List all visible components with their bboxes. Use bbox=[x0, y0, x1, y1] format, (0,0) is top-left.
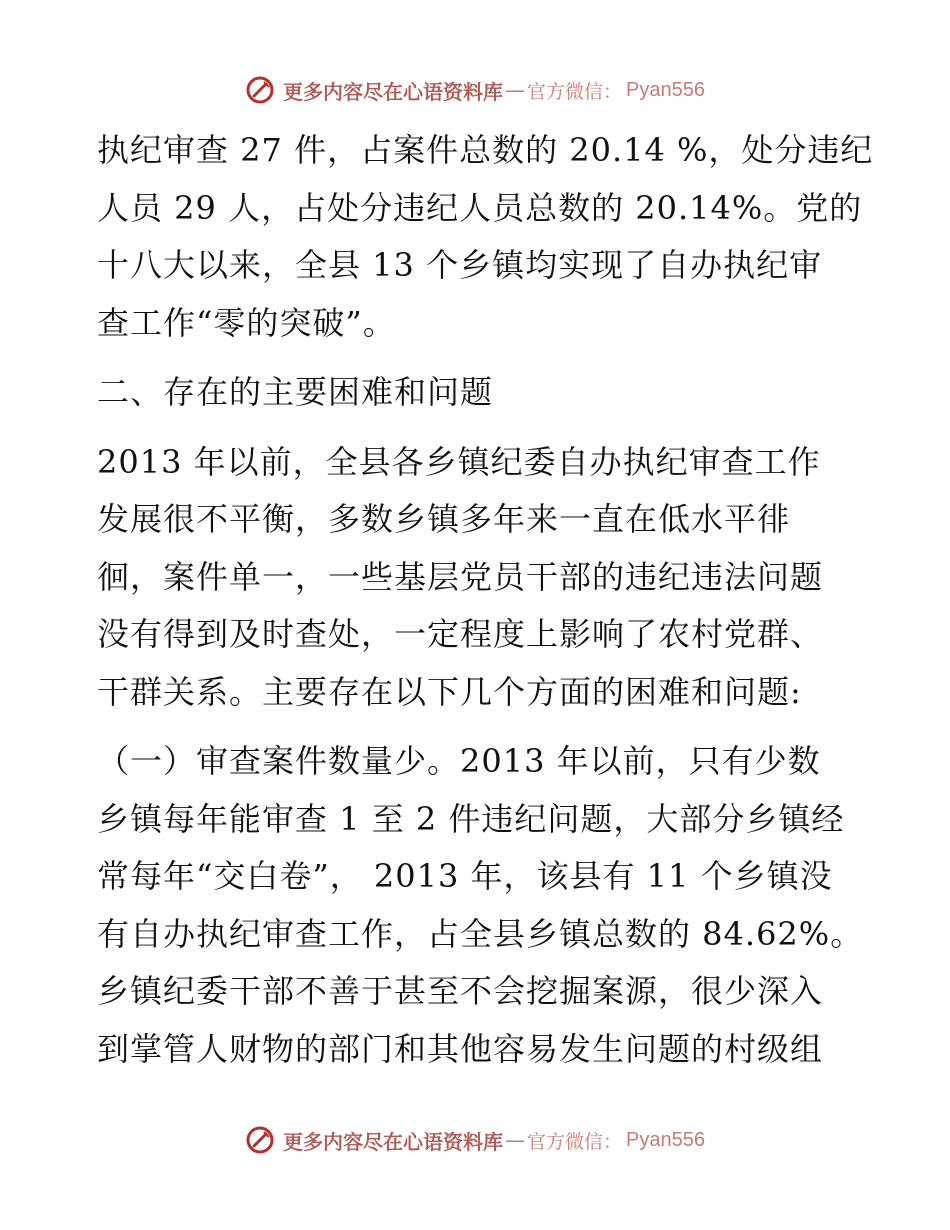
text-line: 有自办执纪审查工作，占全县乡镇总数的 84.62%。 bbox=[97, 914, 864, 953]
banner-official-label: 官方微信： bbox=[527, 1130, 623, 1153]
banner-wechat-id: Pyan556 bbox=[626, 1128, 705, 1151]
banner-official-label: 官方微信： bbox=[527, 80, 623, 103]
banner-brand-text: 更多内容尽在心语资料库 bbox=[283, 79, 503, 104]
banner-wechat-id: Pyan556 bbox=[626, 78, 705, 101]
document-body bbox=[97, 122, 874, 1078]
text-line: 十八大以来，全县 13 个乡镇均实现了自办执纪审 bbox=[97, 246, 823, 284]
text-line: 徊，案件单一，一些基层党员干部的违纪违法问题 bbox=[97, 557, 824, 596]
banner-brand-text: 更多内容尽在心语资料库 bbox=[283, 1129, 503, 1154]
section-heading: 二、存在的主要困难和问题 bbox=[97, 373, 494, 411]
footer-banner bbox=[0, 1120, 950, 1160]
text-line: 发展很不平衡，多数乡镇多年来一直在低水平徘 bbox=[97, 500, 791, 538]
text-line: （一）审查案件数量少。2013 年以前，只有少数 bbox=[97, 742, 821, 780]
text-line: 常每年“交白卷”， 2013 年，该县有 11 个乡镇没 bbox=[97, 857, 833, 895]
text-line: 查工作“零的突破”。 bbox=[97, 303, 396, 342]
banner-dash: — bbox=[505, 78, 525, 102]
header-banner bbox=[0, 70, 950, 110]
text-line: 乡镇纪委干部不善于甚至不会挖掘案源，很少深入 bbox=[97, 972, 824, 1010]
banner-dash: — bbox=[505, 1128, 525, 1152]
paragraph-1 bbox=[97, 122, 874, 352]
text-line: 乡镇每年能审查 1 至 2 件违纪问题，大部分乡镇经 bbox=[97, 799, 845, 838]
text-line: 到掌管人财物的部门和其他容易发生问题的村级组 bbox=[97, 1029, 824, 1068]
pen-logo-icon bbox=[245, 75, 275, 105]
paragraph-2 bbox=[97, 434, 857, 722]
pen-logo-icon bbox=[245, 1125, 275, 1155]
text-line: 干群关系。主要存在以下几个方面的困难和问题: bbox=[97, 672, 802, 711]
paragraph-3 bbox=[97, 733, 864, 1078]
text-line: 2013 年以前，全县各乡镇纪委自办执纪审查工作 bbox=[97, 442, 821, 481]
text-line: 人员 29 人，占处分违纪人员总数的 20.14%。党的 bbox=[97, 188, 863, 227]
text-line: 执纪审查 27 件，占案件总数的 20.14 %，处分违纪 bbox=[97, 131, 874, 169]
text-line: 没有得到及时查处，一定程度上影响了农村党群、 bbox=[97, 615, 824, 653]
